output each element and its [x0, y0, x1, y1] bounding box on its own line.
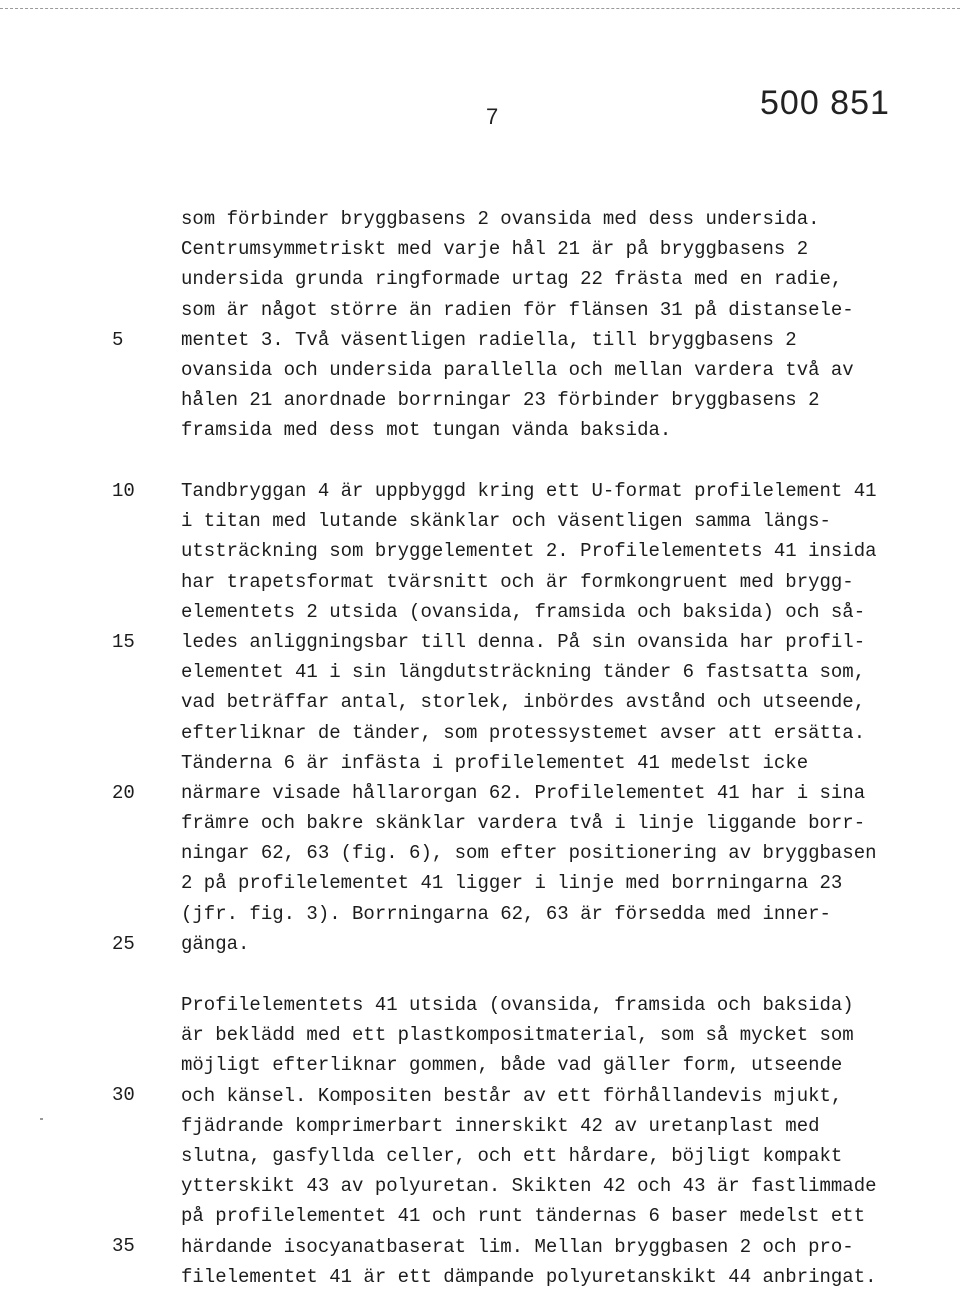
text-line: fjädrande komprimerbart innerskikt 42 av uretanplast med	[181, 1114, 820, 1137]
text-line: mentet 3. Två väsentligen radiella, till bryggbasens 2	[181, 328, 797, 351]
margin-line-number: 30	[112, 1084, 135, 1106]
text-line: är beklädd med ett plastkompositmaterial, som så mycket som	[181, 1024, 854, 1047]
margin-line-number: 20	[112, 782, 135, 804]
text-line: som förbinder bryggbasens 2 ovansida med dess undersida.	[181, 208, 820, 230]
text-line: 2 på profilelementet 41 ligger i linje med borrningarna 23	[181, 872, 843, 895]
text-line: ningar 62, 63 (fig. 6), som efter positionering av bryggbasen	[181, 842, 877, 865]
text-line: närmare visade hållarorgan 62. Profilelementet 41 har i sina	[181, 781, 866, 804]
text-line: efterliknar de tänder, som protessystemet avser att ersätta.	[181, 721, 866, 744]
margin-line-number: 35	[112, 1235, 135, 1257]
text-line: framsida med dess mot tungan vända baksida.	[181, 419, 672, 442]
text-line: slutna, gasfyllda celler, och ett hårdare, böjligt kompakt	[181, 1144, 843, 1167]
text-line: i titan med lutande skänklar och väsentligen samma längs-	[181, 510, 831, 533]
text-line: Centrumsymmetriskt med varje hål 21 är på bryggbasens 2	[181, 238, 809, 261]
text-line: och känsel. Kompositen består av ett förhållandevis mjukt,	[181, 1084, 843, 1107]
text-line: ytterskikt 43 av polyuretan. Skikten 42 och 43 är fastlimmade	[181, 1175, 877, 1198]
text-line: Tandbryggan 4 är uppbyggd kring ett U-format profilelement 41	[181, 480, 877, 502]
paragraph-2	[181, 476, 921, 959]
text-line: elementet 41 i sin längdutsträckning tänder 6 fastsatta som,	[181, 661, 866, 684]
text-line: som är något större än radien för flänsen 31 på distansele-	[181, 298, 854, 321]
paragraph-3	[181, 990, 921, 1292]
text-line: ledes anliggningsbar till denna. På sin ovansida har profil-	[181, 630, 866, 653]
text-line: Tänderna 6 är infästa i profilelementet 41 medelst icke	[181, 751, 809, 774]
text-line: möjligt efterliknar gommen, både vad gäller form, utseende	[181, 1054, 843, 1077]
text-line: ovansida och undersida parallella och mellan vardera två av	[181, 358, 854, 381]
text-line: elementets 2 utsida (ovansida, framsida och baksida) och så-	[181, 600, 866, 623]
text-line: gänga.	[181, 932, 250, 955]
margin-line-number: 15	[112, 631, 135, 653]
scan-edge-line	[0, 8, 960, 9]
page-number: 7	[486, 104, 499, 129]
margin-line-number: 5	[112, 329, 124, 351]
scan-speck	[40, 1118, 43, 1120]
text-line: härdande isocyanatbaserat lim. Mellan bryggbasen 2 och pro-	[181, 1235, 854, 1258]
text-line: på profilelementet 41 och runt tändernas 6 baser medelst ett	[181, 1205, 866, 1228]
margin-line-number: 25	[112, 933, 135, 955]
text-line: hålen 21 anordnade borrningar 23 förbinder bryggbasens 2	[181, 389, 820, 412]
margin-line-number: 10	[112, 480, 135, 502]
text-line: främre och bakre skänklar vardera två i linje liggande borr-	[181, 812, 866, 835]
text-line: (jfr. fig. 3). Borrningarna 62, 63 är försedda med inner-	[181, 902, 831, 925]
text-line: utsträckning som bryggelementet 2. Profilelementets 41 insida	[181, 540, 877, 563]
text-line: vad beträffar antal, storlek, inbördes avstånd och utseende,	[181, 691, 866, 714]
document-number: 500 851	[760, 84, 890, 122]
paragraph-1	[181, 204, 921, 446]
text-line: har trapetsformat tvärsnitt och är formkongruent med brygg-	[181, 570, 854, 593]
text-line: undersida grunda ringformade urtag 22 frästa med en radie,	[181, 268, 843, 291]
text-line: filelementet 41 är ett dämpande polyuretanskikt 44 anbringat.	[181, 1265, 877, 1288]
text-line: Profilelementets 41 utsida (ovansida, framsida och baksida)	[181, 994, 854, 1016]
